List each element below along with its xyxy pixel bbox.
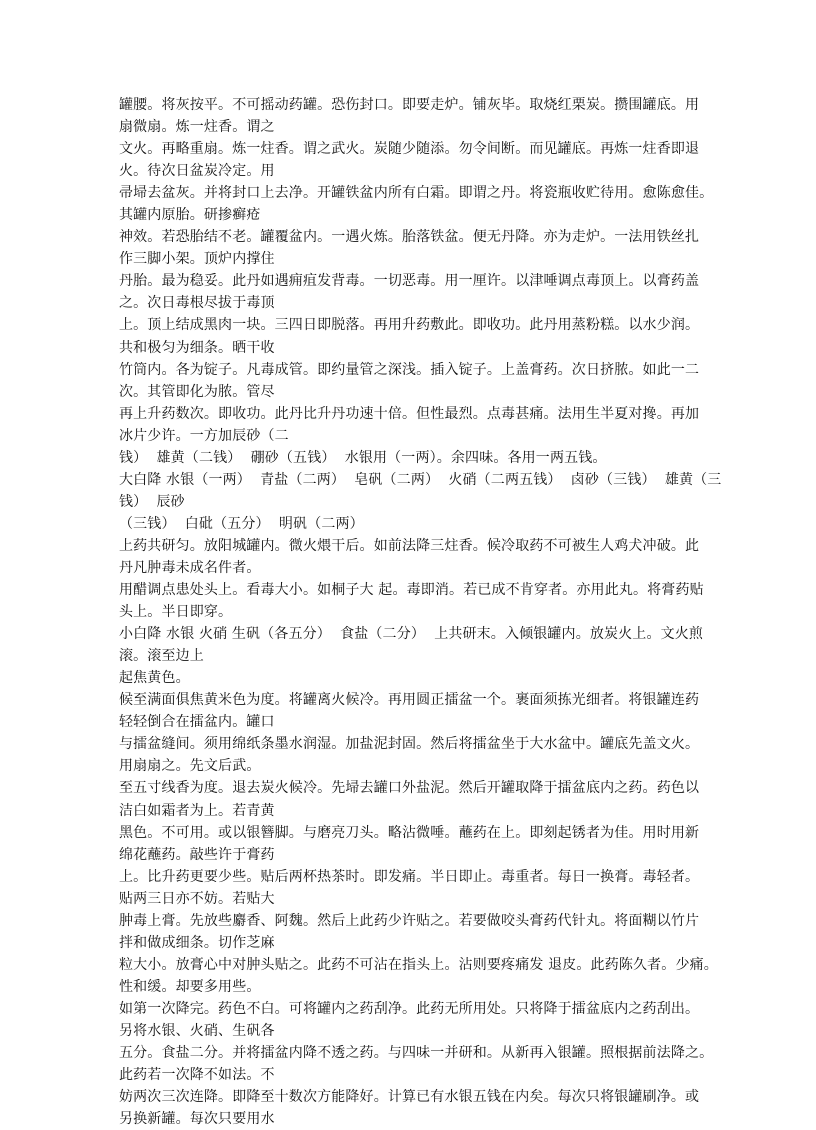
- text-line: 钱） 辰砂: [119, 493, 185, 510]
- text-line: 洁白如霜者为上。若青黄: [119, 802, 275, 819]
- paragraph: [119, 513, 709, 535]
- text-line: 绵花蘸药。敲些许于膏药: [119, 846, 275, 863]
- text-line: 钱） 雄黄（二钱） 硼砂（五钱） 水银用（一两）。余四味。各用一两五钱。: [119, 449, 607, 466]
- text-line: 作三脚小架。顶炉内撑住: [119, 251, 275, 268]
- paragraph: [119, 226, 709, 270]
- text-line: 粒大小。放膏心中对肿头贴之。此药不可沾在指头上。沾则要疼痛发 退皮。此药陈久者。少痛。: [119, 956, 718, 973]
- text-line: 贴两三日亦不妨。若贴大: [119, 890, 275, 907]
- paragraph: [119, 314, 709, 358]
- paragraph: [119, 94, 709, 138]
- text-line: 上药共研匀。放阳城罐内。微火煨干后。如前法降三炷香。候冷取药不可被生人鸡犬冲破。此: [119, 537, 700, 554]
- text-line: 冰片少许。一方加辰砂（二: [119, 427, 289, 444]
- text-line: 扇微扇。炼一炷香。谓之: [119, 119, 275, 136]
- paragraph: [119, 998, 709, 1042]
- paragraph: [119, 689, 709, 733]
- text-line: 丹凡肿毒未成名件者。: [119, 559, 261, 576]
- text-line: 与擂盆缝间。须用绵纸条墨水润湿。加盐泥封固。然后将擂盆坐于大水盆中。罐底先盖文火。: [119, 736, 700, 753]
- paragraph: [119, 866, 709, 910]
- text-line: 妨两次三次连降。即降至十数次方能降好。计算已有水银五钱在内矣。每次只将银罐刷净。或: [119, 1089, 700, 1106]
- paragraph: [119, 733, 709, 777]
- paragraph: [119, 623, 709, 667]
- text-line: 竹筒内。各为锭子。凡毒成管。即约量管之深浅。插入锭子。上盖膏药。次日挤脓。如此一二: [119, 361, 700, 378]
- text-line: 肿毒上膏。先放些麝香、阿魏。然后上此药少许贴之。若要做咬头膏药代针丸。将面糊以竹片: [119, 912, 700, 929]
- text-line: 拌和做成细条。切作芝麻: [119, 934, 275, 951]
- text-line: 上。顶上结成黑肉一块。三四日即脱落。再用升药敷此。即收功。此丹用蒸粉糕。以水少润。: [119, 317, 700, 334]
- paragraph: [119, 954, 718, 998]
- paragraph: [119, 667, 709, 689]
- text-line: 用醋调点患处头上。看毒大小。如桐子大 起。毒即消。若已成不肯穿者。亦用此丸。将膏药贴: [119, 582, 704, 599]
- paragraph: [119, 910, 709, 954]
- text-line: 黑色。不可用。或以银簪脚。与磨亮刀头。略沾微唾。蘸药在上。即刻起锈者为佳。用时用新: [119, 824, 700, 841]
- paragraph: [119, 138, 709, 182]
- paragraph: [119, 1086, 709, 1130]
- paragraph: [119, 1042, 714, 1086]
- text-line: 五分。食盐二分。并将擂盆内降不透之药。与四味一并研和。从新再入银罐。照根据前法降之。: [119, 1045, 714, 1062]
- text-line: 大白降 水银（一两） 青盐（二两） 皂矾（二两） 火硝（二两五钱） 卤砂（三钱） 雄黄（三: [119, 471, 722, 488]
- text-line: 如第一次降完。药色不白。可将罐内之药刮净。此药无所用处。只将降于擂盆底内之药刮出。: [119, 1000, 700, 1017]
- text-line: 此药若一次降不如法。不: [119, 1067, 275, 1084]
- text-line: 共和极匀为细条。晒干收: [119, 339, 275, 356]
- text-line: 罐腰。将灰按平。不可摇动药罐。恐伤封口。即要走炉。铺灰毕。取烧红栗炭。攒围罐底。用: [119, 97, 700, 113]
- text-line: 火。待次日盆炭冷定。用: [119, 163, 275, 180]
- text-line: 轻轻倒合在擂盆内。罐口: [119, 714, 275, 731]
- text-line: 另换新罐。每次只要用水: [119, 1111, 275, 1128]
- text-line: 候至满面俱焦黄米色为度。将罐离火候冷。再用圆正擂盆一个。裹面须拣光细者。将银罐连药: [119, 692, 700, 709]
- text-line: 帚埽去盆灰。并将封口上去净。开罐铁盆内所有白霜。即谓之丹。将瓷瓶收贮待用。愈陈愈佳。: [119, 185, 714, 202]
- paragraph: [119, 403, 709, 447]
- text-line: 至五寸线香为度。退去炭火候冷。先埽去罐口外盐泥。然后开罐取降于擂盆底内之药。药色以: [119, 780, 700, 797]
- paragraph: [119, 469, 722, 513]
- text-line: 另将水银、火硝、生矾各: [119, 1022, 275, 1039]
- text-line: 用扇扇之。先文后武。: [119, 758, 261, 775]
- document-body: [119, 94, 722, 1130]
- paragraph: [119, 822, 709, 866]
- text-line: 上。比升药更要少些。贴后两杯热茶时。即发痛。半日即止。毒重者。每日一换膏。毒轻者。: [119, 868, 700, 885]
- paragraph: [119, 535, 709, 579]
- text-line: 丹胎。最为稳妥。此丹如遇痈疽发背毒。一切恶毒。用一厘许。以津唾调点毒顶上。以膏药盖: [119, 273, 700, 290]
- text-line: 头上。半日即穿。: [119, 604, 233, 621]
- paragraph: [119, 270, 709, 314]
- text-line: 其罐内原胎。研掺癣疮: [119, 207, 261, 224]
- paragraph: [119, 359, 709, 403]
- paragraph: [119, 182, 714, 226]
- text-line: 小白降 水银 火硝 生矾（各五分） 食盐（二分） 上共研末。入倾银罐内。放炭火上。文火煎: [119, 626, 704, 643]
- paragraph: [119, 447, 709, 469]
- text-line: 起焦黄色。: [119, 670, 190, 687]
- paragraph: [119, 777, 709, 821]
- text-line: 神效。若恐胎结不老。罐覆盆内。一遇火炼。胎落铁盆。便无丹降。亦为走炉。一法用铁丝扎: [119, 229, 700, 246]
- text-line: 滚。滚至边上: [119, 648, 204, 665]
- text-line: 之。次日毒根尽拔于毒顶: [119, 295, 275, 312]
- text-line: 再上升药数次。即收功。此丹比升丹功速十倍。但性最烈。点毒甚痛。法用生半夏对搀。再加: [119, 405, 700, 422]
- text-line: 文火。再略重扇。炼一炷香。谓之武火。炭随少随添。勿令间断。而见罐底。再炼一炷香即退: [119, 141, 700, 158]
- paragraph: [119, 579, 709, 623]
- text-line: （三钱） 白砒（五分） 明矾（二两）: [119, 515, 364, 532]
- text-line: 性和缓。却要多用些。: [119, 978, 261, 995]
- text-line: 次。其管即化为脓。管尽: [119, 383, 275, 400]
